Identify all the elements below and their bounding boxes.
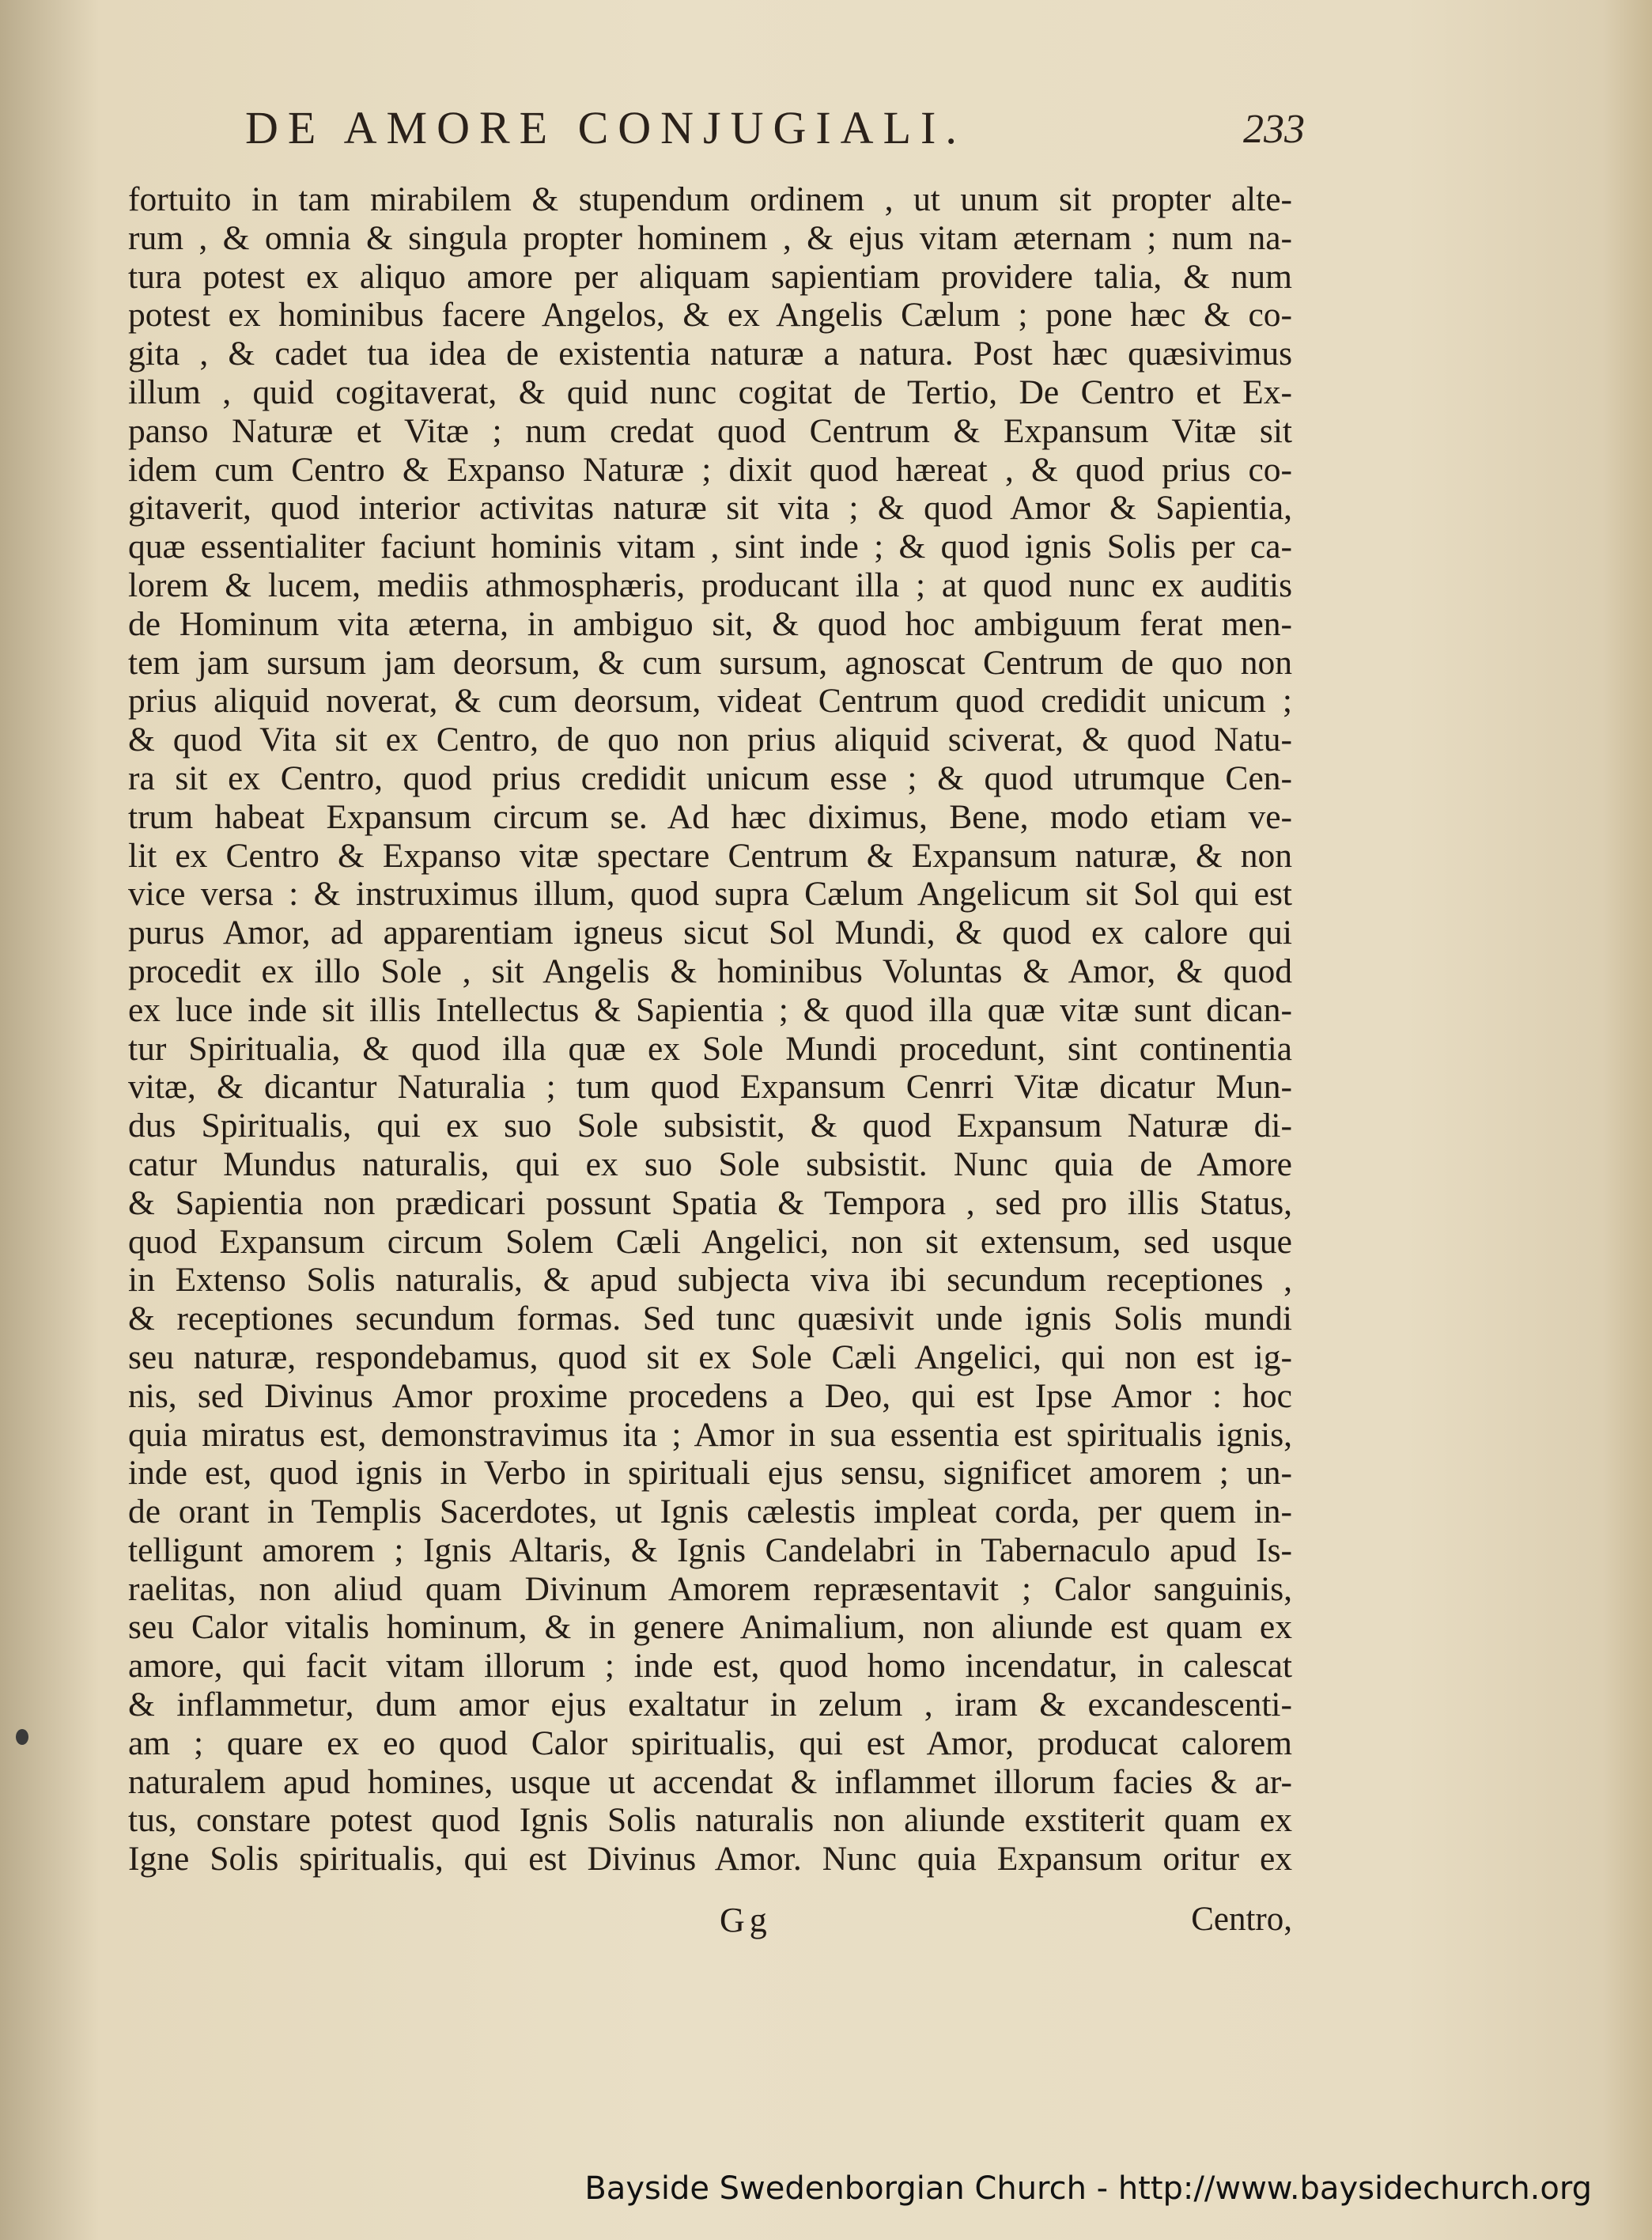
watermark-text: Bayside Swedenborgian Church - http://www.baysidechurch.org (584, 2170, 1592, 2207)
text-line: gita , & cadet tua idea de existentia naturæ a natura. Post hæc quæsivimus (128, 335, 1292, 373)
text-line: tur Spiritualia, & quod illa quæ ex Sole Mundi procedunt, sint continentia (128, 1029, 1292, 1068)
text-line: telligunt amorem ; Ignis Altaris, & Ignis Candelabri in Tabernaculo apud Is- (128, 1531, 1292, 1569)
body-text (128, 180, 1292, 1879)
text-line: & inflammetur, dum amor ejus exaltatur in zelum , iram & excandescenti- (128, 1686, 1292, 1724)
text-line: quia miratus est, demonstravimus ita ; Amor in sua essentia est spiritualis ignis, (128, 1415, 1292, 1454)
text-line: seu Calor vitalis hominum, & in genere Animalium, non aliunde est quam ex (128, 1608, 1292, 1647)
text-line: ex luce inde sit illis Intellectus & Sapientia ; & quod illa quæ vitæ sunt dican- (128, 990, 1292, 1029)
text-line: de Hominum vita æterna, in ambiguo sit, & quod hoc ambiguum ferat men- (128, 604, 1292, 643)
signature-mark: Gg (720, 1901, 772, 1939)
text-line: ra sit ex Centro, quod prius credidit unicum esse ; & quod utrumque Cen- (128, 759, 1292, 797)
text-line: gitaverit, quod interior activitas naturæ sit vita ; & quod Amor & Sapientia, (128, 489, 1292, 528)
text-line: potest ex hominibus facere Angelos, & ex Angelis Cælum ; pone hæc & co- (128, 296, 1292, 335)
text-line: de orant in Templis Sacerdotes, ut Ignis cælestis impleat corda, per quem in- (128, 1493, 1292, 1531)
text-line: Igne Solis spiritualis, qui est Divinus Amor. Nunc quia Expansum oritur ex (128, 1840, 1292, 1879)
text-line: quod Expansum circum Solem Cæli Angelici, non sit extensum, sed usque (128, 1222, 1292, 1261)
text-line: panso Naturæ et Vitæ ; num credat quod Centrum & Expansum Vitæ sit (128, 411, 1292, 450)
text-line: tura potest ex aliquo amore per aliquam sapientiam providere talia, & num (128, 257, 1292, 296)
text-line: procedit ex illo Sole , sit Angelis & hominibus Voluntas & Amor, & quod (128, 952, 1292, 990)
text-line: raelitas, non aliud quam Divinum Amorem repræsentavit ; Calor sanguinis, (128, 1569, 1292, 1608)
running-head (245, 101, 1305, 165)
text-line: naturalem apud homines, usque ut accendat & inflammet illorum facies & ar- (128, 1762, 1292, 1801)
text-line: idem cum Centro & Expanso Naturæ ; dixit quod hæreat , & quod prius co- (128, 450, 1292, 489)
text-line: & Sapientia non prædicari possunt Spatia & Tempora , sed pro illis Status, (128, 1183, 1292, 1222)
page-number: 233 (1243, 107, 1305, 152)
text-line: & quod Vita sit ex Centro, de quo non prius aliquid sciverat, & quod Natu- (128, 721, 1292, 759)
text-line: inde est, quod ignis in Verbo in spirituali ejus sensu, significet amorem ; un- (128, 1454, 1292, 1493)
text-line: fortuito in tam mirabilem & stupendum ordinem , ut unum sit propter alte- (128, 180, 1292, 218)
catchword: Centro, (1191, 1901, 1292, 1938)
text-line: quæ essentialiter faciunt hominis vitam , sint inde ; & quod ignis Solis per ca- (128, 528, 1292, 566)
text-line: vice versa : & instruximus illum, quod supra Cælum Angelicum sit Sol qui est (128, 875, 1292, 914)
text-line: trum habeat Expansum circum se. Ad hæc diximus, Bene, modo etiam ve- (128, 797, 1292, 836)
text-line: in Extenso Solis naturalis, & apud subjecta viva ibi secundum receptiones , (128, 1261, 1292, 1300)
page-footer (128, 1900, 1292, 1947)
text-line: rum , & omnia & singula propter hominem , & ejus vitam æternam ; num na- (128, 218, 1292, 257)
text-line: dus Spiritualis, qui ex suo Sole subsistit, & quod Expansum Naturæ di- (128, 1107, 1292, 1145)
running-title: DE AMORE CONJUGIALI. (245, 102, 966, 153)
text-line: catur Mundus naturalis, qui ex suo Sole subsistit. Nunc quia de Amore (128, 1145, 1292, 1183)
text-line: nis, sed Divinus Amor proxime procedens a Deo, qui est Ipse Amor : hoc (128, 1376, 1292, 1415)
text-line: illum , quid cogitaverat, & quid nunc cogitat de Tertio, De Centro et Ex- (128, 373, 1292, 411)
text-line: amore, qui facit vitam illorum ; inde est, quod homo incendatur, in calescat (128, 1647, 1292, 1686)
text-line: & receptiones secundum formas. Sed tunc quæsivit unde ignis Solis mundi (128, 1300, 1292, 1338)
text-line: tem jam sursum jam deorsum, & cum sursum, agnoscat Centrum de quo non (128, 643, 1292, 682)
text-line: seu naturæ, respondebamus, quod sit ex Sole Cæli Angelici, qui non est ig- (128, 1338, 1292, 1376)
text-line: vitæ, & dicantur Naturalia ; tum quod Expansum Cenrri Vitæ dicatur Mun- (128, 1068, 1292, 1107)
text-line: lit ex Centro & Expanso vitæ spectare Centrum & Expansum naturæ, & non (128, 836, 1292, 875)
text-line: purus Amor, ad apparentiam igneus sicut Sol Mundi, & quod ex calore qui (128, 914, 1292, 952)
text-line: tus, constare potest quod Ignis Solis naturalis non aliunde exstiterit quam ex (128, 1801, 1292, 1840)
text-line: prius aliquid noverat, & cum deorsum, videat Centrum quod credidit unicum ; (128, 682, 1292, 721)
text-line: am ; quare ex eo quod Calor spiritualis, qui est Amor, producat calorem (128, 1724, 1292, 1762)
text-line: lorem & lucem, mediis athmosphæris, producant illa ; at quod nunc ex auditis (128, 566, 1292, 604)
ink-speck (16, 1729, 28, 1745)
